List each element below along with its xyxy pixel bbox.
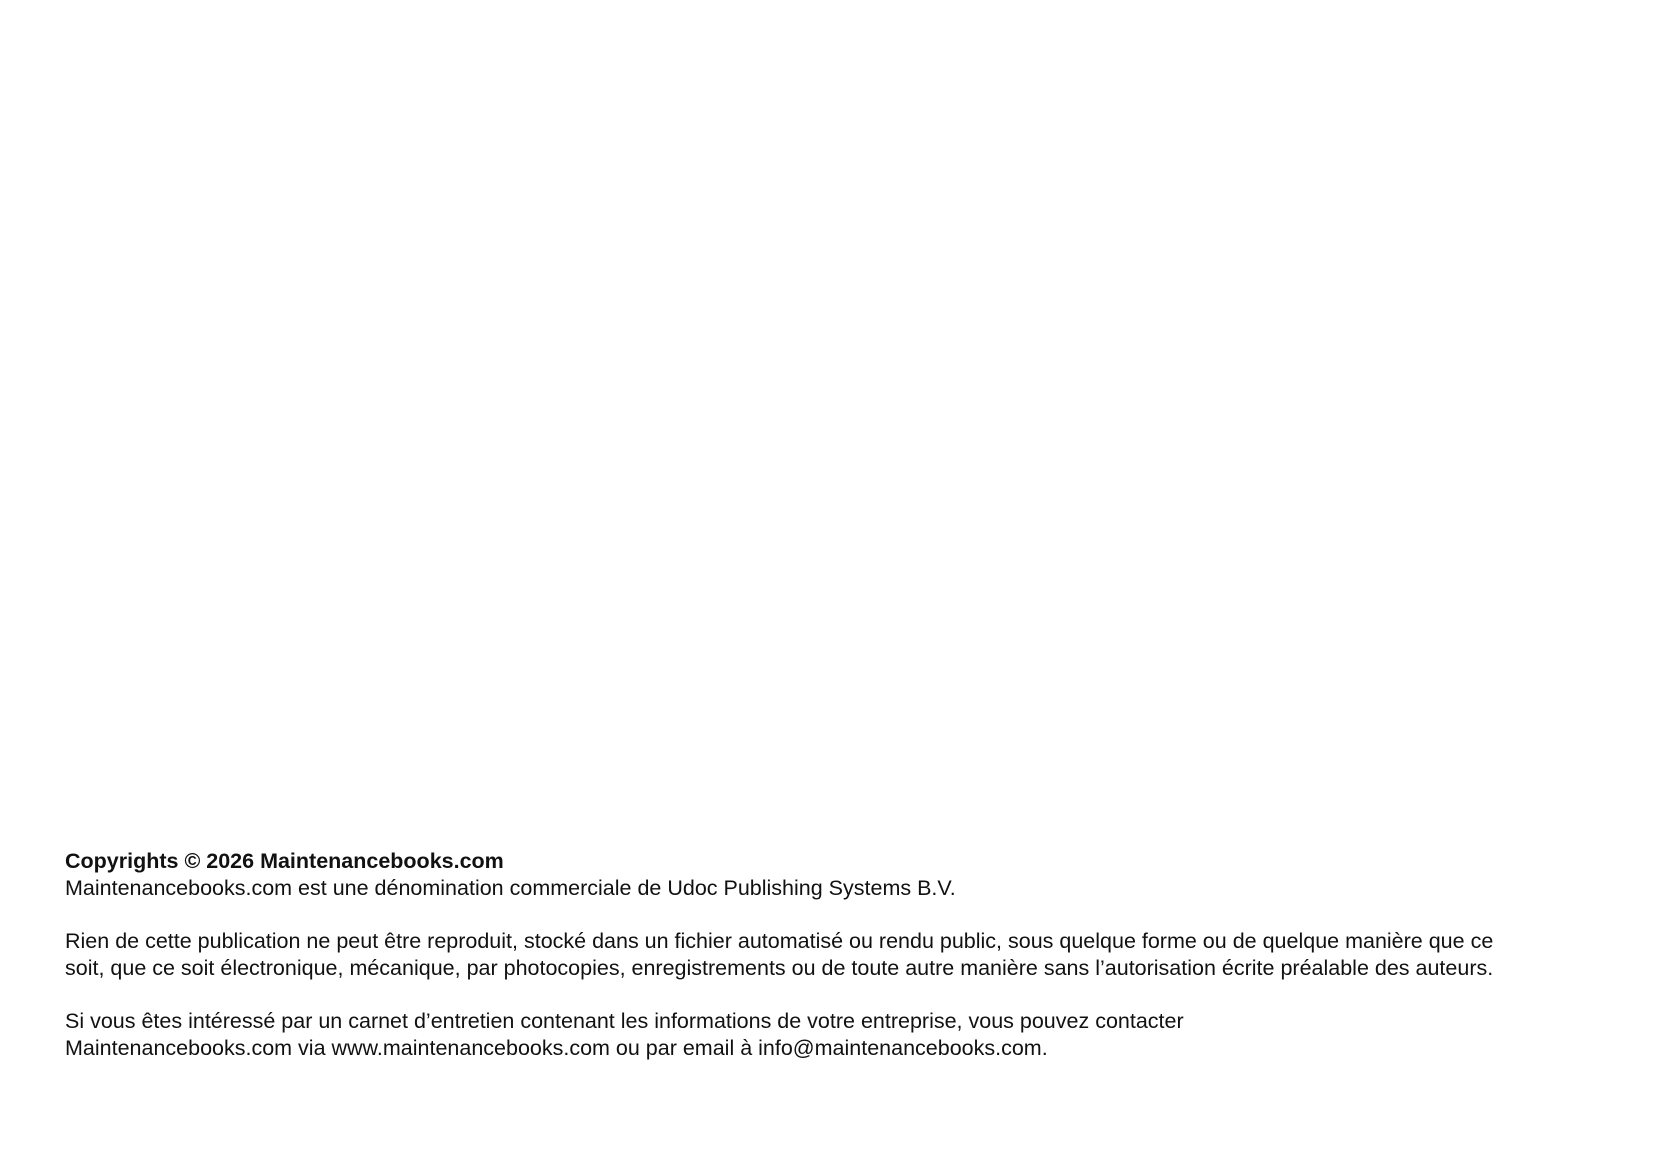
paragraph-spacer [65,901,1605,928]
rights-statement-line-2: soit, que ce soit électronique, mécanique, par photocopies, enregistrements ou de toute autre manière sans l’autorisation écrite préalable des auteurs. [65,955,1494,980]
contact-statement-line-2: Maintenancebooks.com via www.maintenancebooks.com ou par email à info@maintenancebooks.com. [65,1035,1048,1060]
rights-statement-line-1: Rien de cette publication ne peut être reproduit, stocké dans un fichier automatisé ou rendu public, sous quelque forme ou de quelque manière que ce [65,929,1494,953]
copyright-notice: Copyrights © 2026 Maintenancebooks.com [65,849,504,873]
contact-statement-line-1: Si vous êtes intéressé par un carnet d’entretien contenant les informations de votre entreprise, vous pouvez contacter [65,1009,1184,1033]
trade-name-statement: Maintenancebooks.com est une dénomination commerciale de Udoc Publishing Systems B.V. [65,875,956,900]
legal-notice [65,848,1605,1061]
paragraph-spacer [65,981,1605,1008]
